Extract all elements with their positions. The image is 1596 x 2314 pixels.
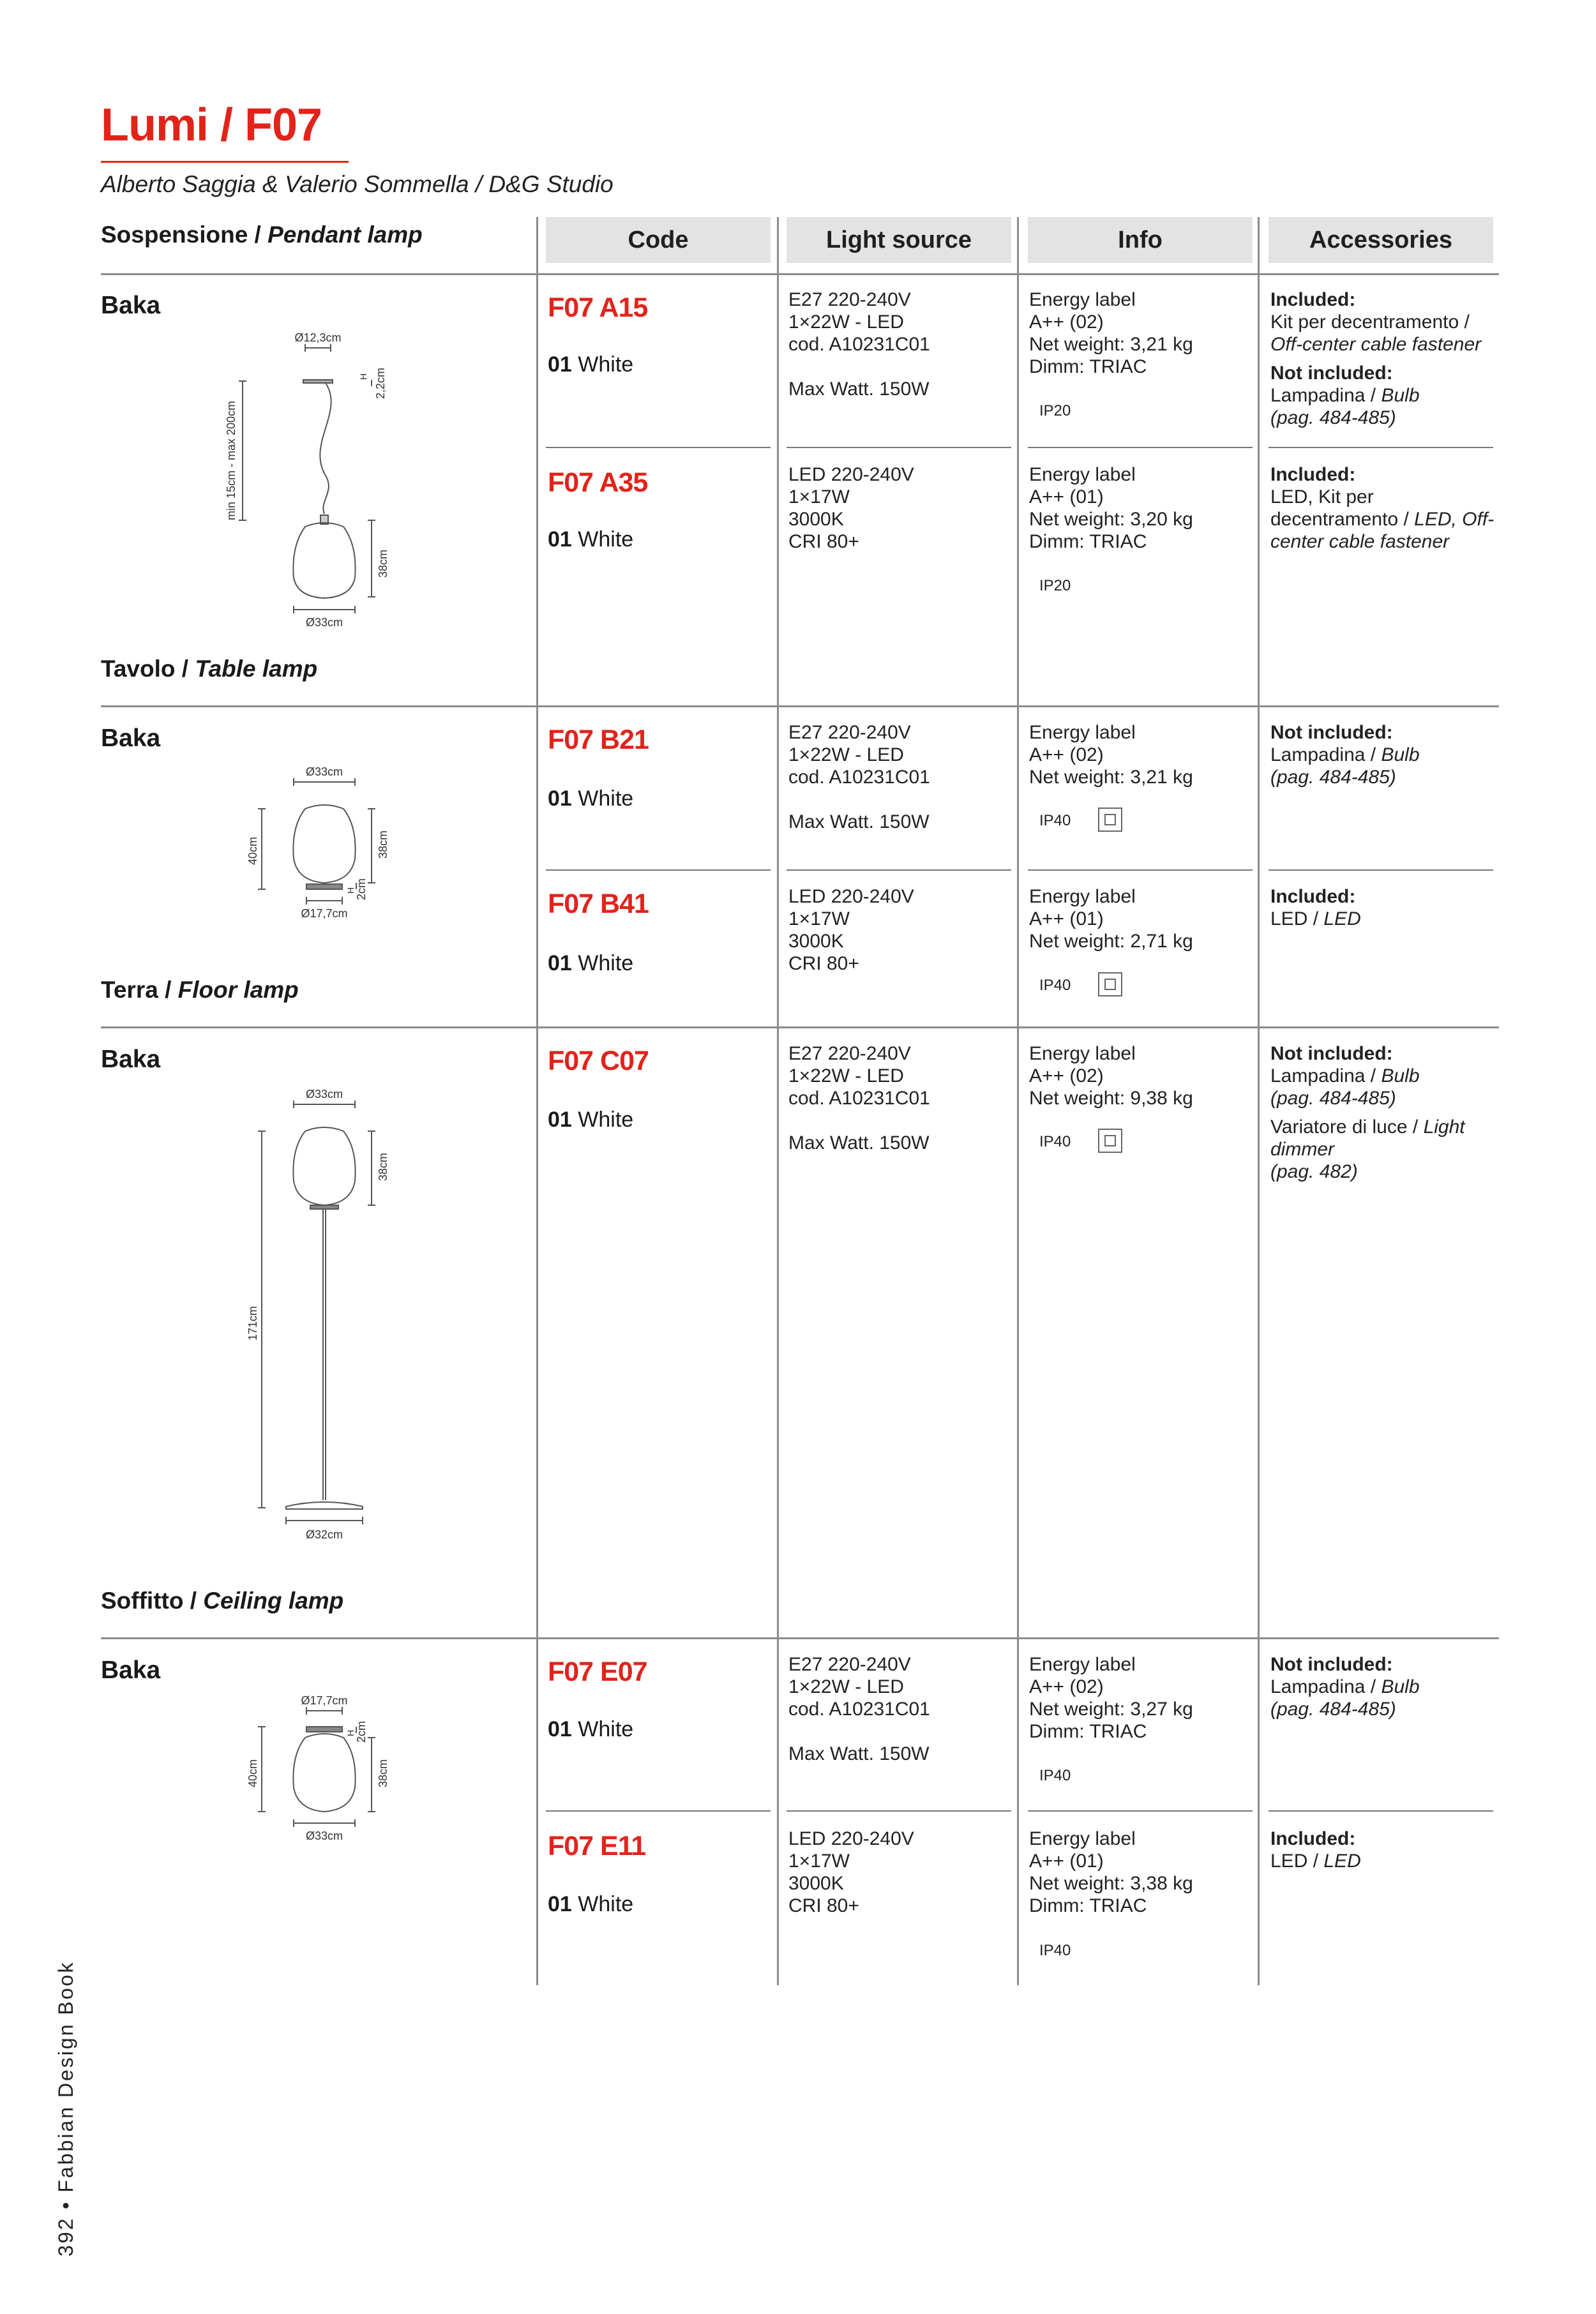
page-title: Lumi / F07 — [101, 100, 322, 151]
class-ii-icon — [1098, 972, 1122, 996]
subrow-divider — [787, 869, 1011, 871]
model-name: Baka — [101, 1657, 161, 1684]
dim-label: 40cm — [246, 836, 259, 865]
variant: 01 White — [548, 786, 634, 811]
section-ceiling: Soffitto / Ceiling lamp — [101, 1588, 344, 1614]
light-source: E27 220-240V 1×22W - LED cod. A10231C01 Max Watt. 150W — [788, 722, 930, 832]
header-accessories: Accessories — [1269, 217, 1493, 263]
subrow-divider — [1028, 869, 1253, 871]
variant: 01 White — [548, 527, 634, 552]
floor-lamp-drawing — [230, 1085, 421, 1558]
subrow-divider — [1269, 869, 1493, 871]
light-source: E27 220-240V 1×22W - LED cod. A10231C01 Max Watt. 150W — [788, 289, 930, 400]
header-info: Info — [1028, 217, 1253, 263]
section-floor: Terra / Floor lamp — [101, 977, 299, 1003]
info: Energy label A++ (02) Net weight: 3,21 kg — [1029, 722, 1193, 788]
product-code: F07 A35 — [548, 467, 648, 498]
dim-label: 2cm — [355, 878, 368, 900]
product-code: F07 A15 — [548, 292, 648, 323]
ip-rating: IP20 — [1039, 402, 1071, 419]
info: Energy label A++ (01) Net weight: 3,38 kg Dimm: TRIAC — [1029, 1828, 1193, 1916]
accessories: Not included: Lampadina / Bulb (pag. 484-485) — [1270, 1654, 1420, 1720]
section-table: Tavolo / Table lamp — [101, 656, 318, 682]
dim-label: 40cm — [246, 1759, 259, 1787]
info: Energy label A++ (02) Net weight: 3,21 kg Dimm: TRIAC — [1029, 289, 1193, 377]
light-source: LED 220-240V 1×17W 3000K CRI 80+ — [788, 886, 914, 974]
ip-rating: IP40 — [1039, 1767, 1071, 1784]
light-source: LED 220-240V 1×17W 3000K CRI 80+ — [788, 464, 914, 552]
product-code: F07 B21 — [548, 725, 649, 755]
accessories: Not included: Lampadina / Bulb (pag. 484-485) — [1270, 722, 1420, 788]
dim-label: Ø33cm — [305, 1088, 343, 1101]
subrow-divider — [1269, 447, 1493, 448]
row-divider — [101, 1637, 1499, 1639]
info: Energy label A++ (02) Net weight: 9,38 kg — [1029, 1043, 1193, 1109]
variant: 01 White — [548, 1892, 634, 1916]
info: Energy label A++ (01) Net weight: 3,20 kg Dimm: TRIAC — [1029, 464, 1193, 552]
dim-label: 38cm — [377, 1759, 389, 1787]
ip-rating: IP40 — [1039, 812, 1071, 829]
product-code: F07 E07 — [548, 1657, 647, 1687]
accessories: Included: LED, Kit per decentramento / LED, Off- center cable fastener — [1270, 464, 1494, 552]
subrow-divider — [546, 1810, 771, 1812]
dim-label: Ø33cm — [305, 765, 343, 778]
header-code: Code — [546, 217, 771, 263]
subrow-divider — [1028, 1810, 1253, 1812]
column-divider — [777, 217, 779, 1985]
dim-label: Ø32cm — [305, 1528, 343, 1541]
column-divider — [1258, 217, 1260, 1985]
variant: 01 White — [548, 951, 634, 975]
info: Energy label A++ (01) Net weight: 2,71 kg — [1029, 886, 1193, 952]
dim-label: Ø12,3cm — [294, 331, 342, 344]
class-ii-icon — [1098, 1129, 1122, 1153]
dim-label: Ø33cm — [305, 1829, 343, 1842]
table-lamp-drawing — [230, 763, 421, 954]
dim-label: Ø17,7cm — [301, 1694, 348, 1707]
row-divider — [101, 1026, 1499, 1028]
dim-label: min 15cm - max 200cm — [225, 400, 237, 520]
model-name: Baka — [101, 1046, 161, 1073]
pendant-lamp-drawing — [225, 329, 421, 629]
ip-rating: IP40 — [1039, 1942, 1071, 1959]
model-name: Baka — [101, 725, 161, 752]
subrow-divider — [1269, 1810, 1493, 1812]
column-divider — [1017, 217, 1019, 1985]
dim-label: H — [345, 887, 356, 894]
dim-label: Ø17,7cm — [301, 907, 348, 920]
ceiling-lamp-drawing — [230, 1692, 421, 1883]
dim-label: Ø33cm — [305, 616, 343, 629]
dim-label: 38cm — [377, 549, 389, 578]
light-source: E27 220-240V 1×22W - LED cod. A10231C01 Max Watt. 150W — [788, 1043, 930, 1153]
subrow-divider — [1028, 447, 1253, 448]
designers-subtitle: Alberto Saggia & Valerio Sommella / D&G Studio — [101, 171, 614, 197]
variant: 01 White — [548, 352, 634, 377]
dim-label: 2cm — [355, 1720, 368, 1743]
subrow-divider — [546, 447, 771, 448]
variant: 01 White — [548, 1108, 634, 1132]
subrow-divider — [787, 1810, 1011, 1812]
product-code: F07 E11 — [548, 1831, 646, 1861]
row-divider — [101, 273, 1499, 275]
dim-label: H — [358, 373, 368, 380]
accessories: Not included: Lampadina / Bulb (pag. 484-485) Variatore di luce / Light dimmer (pag. 482) — [1270, 1043, 1465, 1182]
ip-rating: IP40 — [1039, 977, 1071, 994]
product-code: F07 C07 — [548, 1046, 649, 1076]
light-source: LED 220-240V 1×17W 3000K CRI 80+ — [788, 1828, 914, 1916]
dim-label: 38cm — [377, 830, 389, 859]
light-source: E27 220-240V 1×22W - LED cod. A10231C01 Max Watt. 150W — [788, 1654, 930, 1764]
page-footer: 392 • Fabbian Design Book — [54, 1960, 77, 2257]
ip-rating: IP40 — [1039, 1133, 1071, 1150]
dim-label: 2,2cm — [374, 367, 387, 399]
info: Energy label A++ (02) Net weight: 3,27 kg Dimm: TRIAC — [1029, 1654, 1193, 1742]
column-divider — [536, 217, 538, 1985]
product-code: F07 B41 — [548, 889, 649, 919]
header-light-source: Light source — [787, 217, 1011, 263]
model-name: Baka — [101, 292, 161, 319]
ip-rating: IP20 — [1039, 577, 1071, 594]
accessories: Included: LED / LED — [1270, 1828, 1361, 1872]
row-divider — [101, 705, 1499, 707]
accessories: Included: Kit per decentramento / Off-center cable fastener Not included: Lampadina / Bulb (pag. 484-485) — [1270, 289, 1482, 428]
accessories: Included: LED / LED — [1270, 886, 1361, 929]
dim-label: 38cm — [377, 1152, 389, 1181]
subrow-divider — [546, 869, 771, 871]
subrow-divider — [787, 447, 1011, 448]
dim-label: H — [345, 1729, 356, 1736]
variant: 01 White — [548, 1717, 634, 1741]
title-underline — [101, 161, 349, 163]
section-pendant: Sospensione / Pendant lamp — [101, 222, 423, 248]
dim-label: 171cm — [246, 1305, 259, 1341]
class-ii-icon — [1098, 808, 1122, 832]
